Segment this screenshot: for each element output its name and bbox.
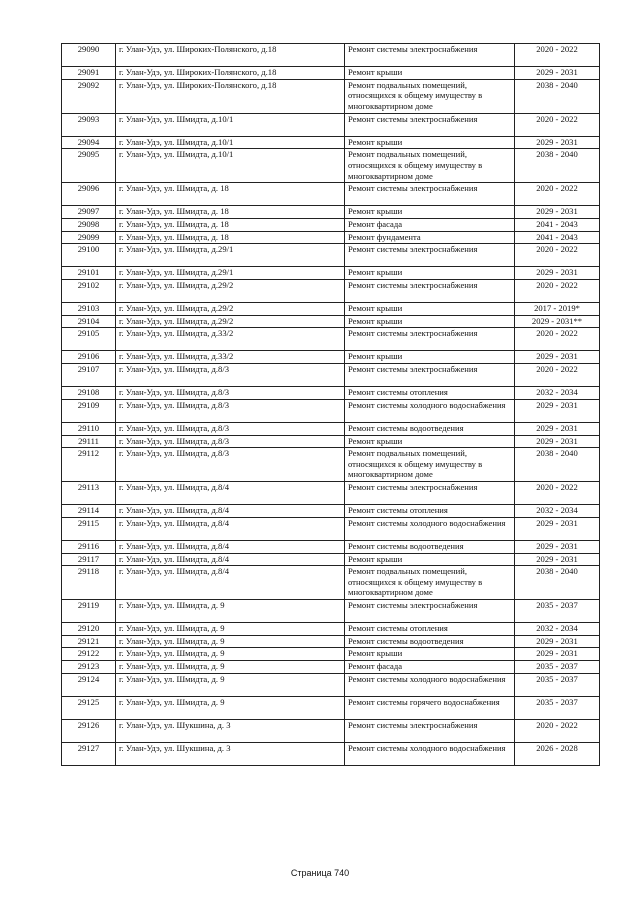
address-cell: г. Улан-Удэ, ул. Шмидта, д. 18 (116, 183, 345, 206)
work-type-cell: Ремонт системы водоотведения (345, 635, 515, 648)
row-id-cell: 29097 (62, 206, 116, 219)
table-row (62, 136, 600, 149)
table-row (62, 719, 600, 742)
years-cell: 2035 - 2037 (515, 599, 600, 622)
address-cell: г. Улан-Удэ, ул. Шмидта, д.8/3 (116, 423, 345, 436)
row-id-cell: 29117 (62, 553, 116, 566)
years-cell: 2035 - 2037 (515, 660, 600, 673)
table-row (62, 553, 600, 566)
row-id-cell: 29119 (62, 599, 116, 622)
address-cell: г. Улан-Удэ, ул. Шмидта, д.8/3 (116, 364, 345, 387)
work-type-cell: Ремонт системы водоотведения (345, 540, 515, 553)
table-row (62, 67, 600, 80)
address-cell: г. Улан-Удэ, ул. Шмидта, д.33/2 (116, 351, 345, 364)
row-id-cell: 29114 (62, 505, 116, 518)
years-cell: 2038 - 2040 (515, 79, 600, 113)
table-row (62, 231, 600, 244)
address-cell: г. Улан-Удэ, ул. Шмидта, д.8/4 (116, 517, 345, 540)
table-row (62, 303, 600, 316)
years-cell: 2020 - 2022 (515, 44, 600, 67)
address-cell: г. Улан-Удэ, ул. Шмидта, д.8/4 (116, 505, 345, 518)
work-type-cell: Ремонт системы холодного водоснабжения (345, 517, 515, 540)
table-row (62, 113, 600, 136)
table-row (62, 660, 600, 673)
years-cell: 2035 - 2037 (515, 673, 600, 696)
work-type-cell: Ремонт системы электроснабжения (345, 183, 515, 206)
table-row (62, 743, 600, 766)
row-id-cell: 29118 (62, 566, 116, 600)
years-cell: 2029 - 2031 (515, 517, 600, 540)
address-cell: г. Улан-Удэ, ул. Шмидта, д.8/4 (116, 540, 345, 553)
row-id-cell: 29095 (62, 149, 116, 183)
address-cell: г. Улан-Удэ, ул. Шмидта, д. 9 (116, 660, 345, 673)
capital-repair-table (61, 43, 600, 766)
address-cell: г. Улан-Удэ, ул. Широких-Полянского, д.18 (116, 79, 345, 113)
table-row (62, 267, 600, 280)
row-id-cell: 29115 (62, 517, 116, 540)
row-id-cell: 29120 (62, 623, 116, 636)
address-cell: г. Улан-Удэ, ул. Шмидта, д.8/4 (116, 482, 345, 505)
years-cell: 2029 - 2031 (515, 351, 600, 364)
work-type-cell: Ремонт крыши (345, 435, 515, 448)
years-cell: 2038 - 2040 (515, 149, 600, 183)
row-id-cell: 29102 (62, 279, 116, 302)
row-id-cell: 29108 (62, 387, 116, 400)
table-row (62, 482, 600, 505)
years-cell: 2020 - 2022 (515, 279, 600, 302)
work-type-cell: Ремонт крыши (345, 648, 515, 661)
work-type-cell: Ремонт системы отопления (345, 387, 515, 400)
address-cell: г. Улан-Удэ, ул. Шмидта, д.29/2 (116, 279, 345, 302)
years-cell: 2029 - 2031 (515, 423, 600, 436)
address-cell: г. Улан-Удэ, ул. Шмидта, д.10/1 (116, 149, 345, 183)
years-cell: 2029 - 2031 (515, 206, 600, 219)
table-row (62, 387, 600, 400)
address-cell: г. Улан-Удэ, ул. Шмидта, д. 9 (116, 696, 345, 719)
years-cell: 2020 - 2022 (515, 183, 600, 206)
row-id-cell: 29096 (62, 183, 116, 206)
work-type-cell: Ремонт системы отопления (345, 505, 515, 518)
work-type-cell: Ремонт системы электроснабжения (345, 364, 515, 387)
row-id-cell: 29111 (62, 435, 116, 448)
years-cell: 2032 - 2034 (515, 387, 600, 400)
address-cell: г. Улан-Удэ, ул. Шмидта, д.8/3 (116, 435, 345, 448)
table-row (62, 328, 600, 351)
years-cell: 2020 - 2022 (515, 328, 600, 351)
address-cell: г. Улан-Удэ, ул. Шмидта, д. 9 (116, 623, 345, 636)
work-type-cell: Ремонт фундамента (345, 231, 515, 244)
years-cell: 2029 - 2031 (515, 635, 600, 648)
table-row (62, 448, 600, 482)
table-row (62, 599, 600, 622)
address-cell: г. Улан-Удэ, ул. Шмидта, д. 9 (116, 673, 345, 696)
work-type-cell: Ремонт крыши (345, 351, 515, 364)
years-cell: 2029 - 2031** (515, 315, 600, 328)
work-type-cell: Ремонт системы холодного водоснабжения (345, 673, 515, 696)
table-row (62, 351, 600, 364)
page-number: Страница 740 (290, 868, 350, 878)
years-cell: 2032 - 2034 (515, 623, 600, 636)
row-id-cell: 29091 (62, 67, 116, 80)
work-type-cell: Ремонт крыши (345, 553, 515, 566)
table-row (62, 183, 600, 206)
work-type-cell: Ремонт системы холодного водоснабжения (345, 743, 515, 766)
years-cell: 2020 - 2022 (515, 364, 600, 387)
work-type-cell: Ремонт системы электроснабжения (345, 113, 515, 136)
table-row (62, 44, 600, 67)
address-cell: г. Улан-Удэ, ул. Шмидта, д.29/1 (116, 267, 345, 280)
row-id-cell: 29116 (62, 540, 116, 553)
table-row (62, 364, 600, 387)
row-id-cell: 29104 (62, 315, 116, 328)
address-cell: г. Улан-Удэ, ул. Шмидта, д.29/1 (116, 244, 345, 267)
row-id-cell: 29099 (62, 231, 116, 244)
row-id-cell: 29105 (62, 328, 116, 351)
address-cell: г. Улан-Удэ, ул. Шмидта, д. 9 (116, 599, 345, 622)
years-cell: 2041 - 2043 (515, 231, 600, 244)
years-cell: 2035 - 2037 (515, 696, 600, 719)
address-cell: г. Улан-Удэ, ул. Шмидта, д.8/4 (116, 566, 345, 600)
table-row (62, 218, 600, 231)
row-id-cell: 29127 (62, 743, 116, 766)
address-cell: г. Улан-Удэ, ул. Шмидта, д.10/1 (116, 136, 345, 149)
address-cell: г. Улан-Удэ, ул. Шмидта, д. 18 (116, 206, 345, 219)
address-cell: г. Улан-Удэ, ул. Шмидта, д.8/3 (116, 387, 345, 400)
address-cell: г. Улан-Удэ, ул. Шмидта, д. 18 (116, 218, 345, 231)
address-cell: г. Улан-Удэ, ул. Шмидта, д.8/4 (116, 553, 345, 566)
table-row (62, 635, 600, 648)
table-row (62, 399, 600, 422)
table-row (62, 423, 600, 436)
years-cell: 2020 - 2022 (515, 482, 600, 505)
address-cell: г. Улан-Удэ, ул. Шукшина, д. 3 (116, 719, 345, 742)
work-type-cell: Ремонт крыши (345, 136, 515, 149)
row-id-cell: 29090 (62, 44, 116, 67)
work-type-cell: Ремонт системы отопления (345, 623, 515, 636)
row-id-cell: 29103 (62, 303, 116, 316)
work-type-cell: Ремонт системы электроснабжения (345, 279, 515, 302)
years-cell: 2029 - 2031 (515, 267, 600, 280)
years-cell: 2029 - 2031 (515, 136, 600, 149)
row-id-cell: 29107 (62, 364, 116, 387)
address-cell: г. Улан-Удэ, ул. Шмидта, д.33/2 (116, 328, 345, 351)
work-type-cell: Ремонт системы электроснабжения (345, 328, 515, 351)
years-cell: 2029 - 2031 (515, 435, 600, 448)
row-id-cell: 29112 (62, 448, 116, 482)
table-row (62, 696, 600, 719)
work-type-cell: Ремонт фасада (345, 218, 515, 231)
address-cell: г. Улан-Удэ, ул. Широких-Полянского, д.18 (116, 67, 345, 80)
work-type-cell: Ремонт крыши (345, 303, 515, 316)
years-cell: 2026 - 2028 (515, 743, 600, 766)
address-cell: г. Улан-Удэ, ул. Шукшина, д. 3 (116, 743, 345, 766)
table-body (62, 44, 600, 766)
row-id-cell: 29101 (62, 267, 116, 280)
table-row (62, 206, 600, 219)
work-type-cell: Ремонт крыши (345, 267, 515, 280)
row-id-cell: 29122 (62, 648, 116, 661)
years-cell: 2020 - 2022 (515, 719, 600, 742)
years-cell: 2029 - 2031 (515, 67, 600, 80)
row-id-cell: 29113 (62, 482, 116, 505)
years-cell: 2029 - 2031 (515, 553, 600, 566)
years-cell: 2029 - 2031 (515, 399, 600, 422)
table-row (62, 648, 600, 661)
address-cell: г. Улан-Удэ, ул. Шмидта, д.8/3 (116, 399, 345, 422)
table-row (62, 673, 600, 696)
years-cell: 2029 - 2031 (515, 648, 600, 661)
table-row (62, 149, 600, 183)
table-row (62, 540, 600, 553)
table-row (62, 517, 600, 540)
row-id-cell: 29093 (62, 113, 116, 136)
years-cell: 2041 - 2043 (515, 218, 600, 231)
row-id-cell: 29109 (62, 399, 116, 422)
work-type-cell: Ремонт системы водоотведения (345, 423, 515, 436)
row-id-cell: 29126 (62, 719, 116, 742)
work-type-cell: Ремонт подвальных помещений, относящихся к общему имуществу в многоквартирном доме (345, 448, 515, 482)
row-id-cell: 29106 (62, 351, 116, 364)
table-row (62, 435, 600, 448)
table-row (62, 79, 600, 113)
row-id-cell: 29092 (62, 79, 116, 113)
row-id-cell: 29121 (62, 635, 116, 648)
table-row (62, 566, 600, 600)
work-type-cell: Ремонт системы горячего водоснабжения (345, 696, 515, 719)
row-id-cell: 29123 (62, 660, 116, 673)
work-type-cell: Ремонт системы электроснабжения (345, 244, 515, 267)
address-cell: г. Улан-Удэ, ул. Широких-Полянского, д.18 (116, 44, 345, 67)
table-row (62, 505, 600, 518)
years-cell: 2029 - 2031 (515, 540, 600, 553)
years-cell: 2038 - 2040 (515, 448, 600, 482)
row-id-cell: 29098 (62, 218, 116, 231)
address-cell: г. Улан-Удэ, ул. Шмидта, д. 9 (116, 635, 345, 648)
row-id-cell: 29094 (62, 136, 116, 149)
work-type-cell: Ремонт системы электроснабжения (345, 719, 515, 742)
table-row (62, 315, 600, 328)
address-cell: г. Улан-Удэ, ул. Шмидта, д. 9 (116, 648, 345, 661)
years-cell: 2017 - 2019* (515, 303, 600, 316)
work-type-cell: Ремонт системы электроснабжения (345, 599, 515, 622)
address-cell: г. Улан-Удэ, ул. Шмидта, д.10/1 (116, 113, 345, 136)
work-type-cell: Ремонт фасада (345, 660, 515, 673)
years-cell: 2038 - 2040 (515, 566, 600, 600)
work-type-cell: Ремонт подвальных помещений, относящихся к общему имуществу в многоквартирном доме (345, 79, 515, 113)
years-cell: 2020 - 2022 (515, 244, 600, 267)
work-type-cell: Ремонт крыши (345, 206, 515, 219)
years-cell: 2032 - 2034 (515, 505, 600, 518)
table-row (62, 279, 600, 302)
work-type-cell: Ремонт подвальных помещений, относящихся к общему имуществу в многоквартирном доме (345, 149, 515, 183)
row-id-cell: 29100 (62, 244, 116, 267)
work-type-cell: Ремонт крыши (345, 315, 515, 328)
work-type-cell: Ремонт системы электроснабжения (345, 482, 515, 505)
address-cell: г. Улан-Удэ, ул. Шмидта, д.29/2 (116, 315, 345, 328)
address-cell: г. Улан-Удэ, ул. Шмидта, д.8/3 (116, 448, 345, 482)
table-row (62, 244, 600, 267)
years-cell: 2020 - 2022 (515, 113, 600, 136)
row-id-cell: 29110 (62, 423, 116, 436)
table-row (62, 623, 600, 636)
work-type-cell: Ремонт системы электроснабжения (345, 44, 515, 67)
work-type-cell: Ремонт системы холодного водоснабжения (345, 399, 515, 422)
address-cell: г. Улан-Удэ, ул. Шмидта, д.29/2 (116, 303, 345, 316)
work-type-cell: Ремонт крыши (345, 67, 515, 80)
row-id-cell: 29125 (62, 696, 116, 719)
work-type-cell: Ремонт подвальных помещений, относящихся к общему имуществу в многоквартирном доме (345, 566, 515, 600)
row-id-cell: 29124 (62, 673, 116, 696)
address-cell: г. Улан-Удэ, ул. Шмидта, д. 18 (116, 231, 345, 244)
